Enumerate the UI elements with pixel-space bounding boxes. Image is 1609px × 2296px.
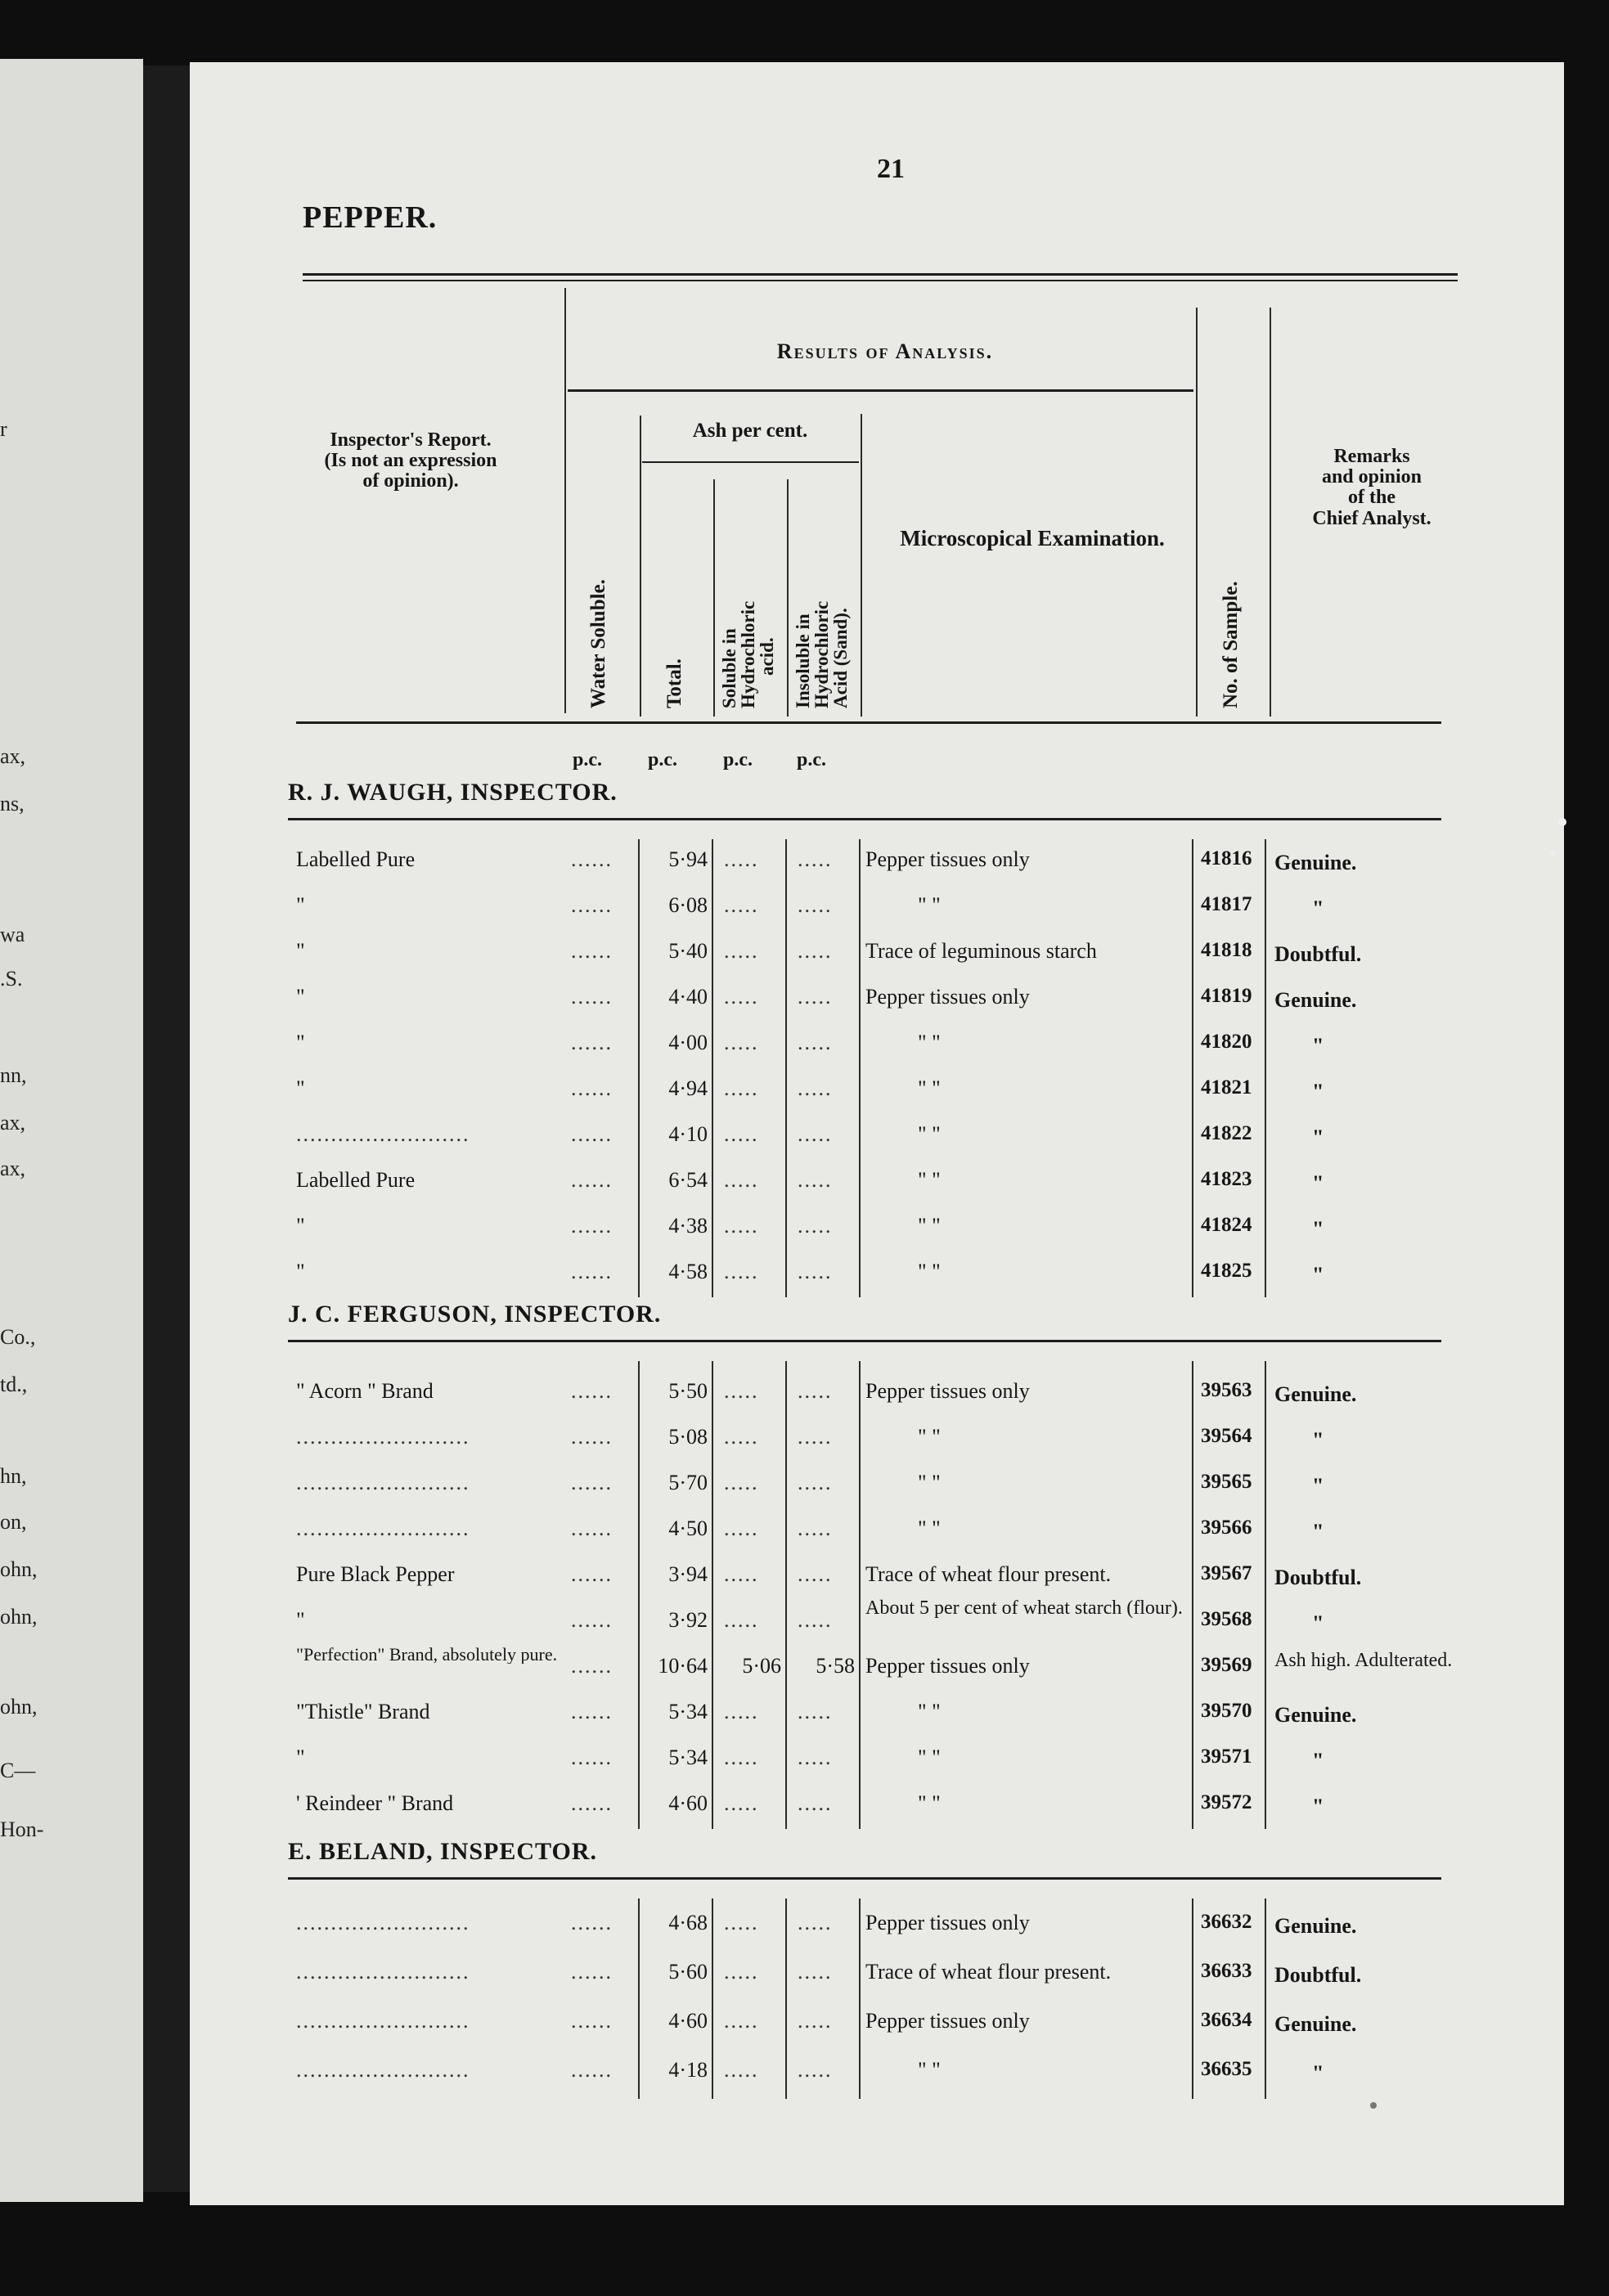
book-spine	[143, 65, 192, 2192]
leader-dots: .....	[724, 1960, 759, 1984]
left-page-fragment: ns,	[0, 792, 25, 816]
leader-dots: .....	[798, 1214, 833, 1238]
leader-dots: ......	[571, 1960, 613, 1984]
left-page-fragment: td.,	[0, 1373, 28, 1396]
leader-dots: ......	[571, 939, 613, 963]
leader-dots: .....	[724, 1791, 759, 1815]
inspector-report-cell: "	[296, 985, 305, 1009]
leader-dots: .........................	[296, 1425, 470, 1449]
ash-rule	[642, 461, 859, 463]
microscopical-cell: " "	[918, 1214, 941, 1238]
leader-dots: .....	[724, 1260, 759, 1283]
inspector-report-cell: "	[296, 1031, 305, 1054]
inspector-report-cell: "	[296, 939, 305, 963]
left-page-fragment: ax,	[0, 1111, 26, 1135]
inspector-heading: R. J. WAUGH, INSPECTOR.	[288, 779, 618, 806]
dust-speck	[1370, 2102, 1377, 2109]
microscopical-cell: Trace of wheat flour present.	[865, 1960, 1112, 1984]
leader-dots: ......	[571, 1168, 613, 1192]
ash-total-cell: 5·40	[668, 939, 708, 963]
ash-total-cell: 5·70	[668, 1471, 708, 1494]
results-rule	[568, 389, 1193, 392]
leader-dots: .....	[798, 1031, 833, 1054]
sample-number-cell: 41823	[1201, 1168, 1252, 1190]
sample-number-cell: 39568	[1201, 1608, 1252, 1630]
unit-total: p.c.	[648, 749, 677, 771]
ash-insoluble-cell: 5·58	[816, 1654, 855, 1678]
sample-number-cell: 41824	[1201, 1214, 1252, 1236]
remarks-cell: "	[1312, 896, 1324, 920]
remarks-header: Remarks and opinion of the Chief Analyst.	[1312, 446, 1431, 529]
page-number: 21	[877, 154, 905, 184]
leader-dots: .....	[798, 1911, 833, 1934]
inspector-report-cell: "	[296, 1076, 305, 1100]
column-divider	[1265, 1898, 1266, 2099]
inspector-report-cell: " Acorn " Brand	[296, 1379, 434, 1403]
leader-dots: .........................	[296, 1960, 470, 1984]
remarks-cell: Doubtful.	[1274, 1963, 1362, 1987]
leader-dots: ......	[571, 1425, 613, 1449]
sample-number-cell: 39565	[1201, 1471, 1252, 1493]
leader-dots: ......	[571, 893, 613, 917]
inspector-heading: J. C. FERGUSON, INSPECTOR.	[288, 1301, 662, 1328]
ash-total-cell: 4·58	[668, 1260, 708, 1283]
leader-dots: .....	[724, 1122, 759, 1146]
microscopical-cell: Pepper tissues only	[865, 847, 1030, 871]
leader-dots: ......	[571, 1471, 613, 1494]
left-page-fragment: hn,	[0, 1464, 27, 1488]
remarks-cell: Doubtful.	[1274, 942, 1362, 966]
microscopical-cell: " "	[918, 1168, 941, 1192]
top-rule	[303, 273, 1458, 276]
leader-dots: ......	[571, 1911, 613, 1934]
ash-total-cell: 4·68	[668, 1911, 708, 1934]
left-page-fragment: Hon-	[0, 1817, 44, 1841]
ash-total-cell: 4·00	[668, 1031, 708, 1054]
column-divider	[712, 839, 713, 1297]
header-divider	[564, 288, 566, 713]
leader-dots: .....	[798, 985, 833, 1009]
leader-dots: .....	[798, 1516, 833, 1540]
sample-number-cell: 36634	[1201, 2009, 1252, 2031]
leader-dots: .....	[798, 893, 833, 917]
total-header: Total.	[663, 658, 685, 708]
section-rule	[288, 1340, 1441, 1342]
left-page-fragment: ohn,	[0, 1605, 38, 1629]
dust-speck	[1558, 818, 1566, 826]
sample-number-cell: 41825	[1201, 1260, 1252, 1282]
remarks-cell: "	[1312, 1080, 1324, 1103]
microscopical-cell: Pepper tissues only	[865, 1911, 1030, 1934]
remarks-cell: "	[1312, 1795, 1324, 1818]
remarks-cell: Genuine.	[1274, 1703, 1357, 1727]
sample-number-cell: 39572	[1201, 1791, 1252, 1813]
ash-total-cell: 10·64	[658, 1654, 708, 1678]
column-divider	[1265, 1361, 1266, 1829]
remarks-cell: "	[1312, 1474, 1324, 1498]
remarks-cell: "	[1312, 1263, 1324, 1287]
leader-dots: .....	[724, 1608, 759, 1632]
header-divider	[713, 479, 715, 717]
ash-total-cell: 4·10	[668, 1122, 708, 1146]
leader-dots: .....	[724, 1076, 759, 1100]
ash-total-cell: 5·60	[668, 1960, 708, 1984]
ash-total-cell: 5·50	[668, 1379, 708, 1403]
header-divider	[861, 414, 862, 717]
sample-number-cell: 41819	[1201, 985, 1252, 1007]
sample-number-cell: 36633	[1201, 1960, 1252, 1982]
left-page-fragment: C—	[0, 1759, 36, 1782]
ash-total-cell: 4·50	[668, 1516, 708, 1540]
leader-dots: .........................	[296, 1516, 470, 1540]
microscopical-cell: Pepper tissues only	[865, 1654, 1030, 1678]
left-page-fragment: r	[0, 417, 7, 441]
leader-dots: .....	[724, 985, 759, 1009]
ash-total-cell: 4·60	[668, 1791, 708, 1815]
column-divider	[712, 1898, 713, 2099]
leader-dots: .........................	[296, 1911, 470, 1934]
leader-dots: ......	[571, 1516, 613, 1540]
inspector-report-cell: ' Reindeer " Brand	[296, 1791, 454, 1815]
remarks-cell: Genuine.	[1274, 988, 1357, 1012]
column-divider	[638, 1361, 640, 1829]
remarks-cell: "	[1312, 1611, 1324, 1635]
header-bottom-rule	[296, 721, 1441, 724]
remarks-cell: Genuine.	[1274, 851, 1357, 874]
leader-dots: .....	[724, 1911, 759, 1934]
remarks-cell: "	[1312, 2061, 1324, 2085]
leader-dots: ......	[571, 1654, 613, 1678]
microscopical-cell: Trace of wheat flour present.	[865, 1562, 1112, 1586]
top-rule-thin	[303, 280, 1458, 281]
leader-dots: .....	[724, 847, 759, 871]
inspector-report-cell: "	[296, 893, 305, 917]
leader-dots: .....	[798, 1260, 833, 1283]
results-of-analysis-header: Results of Analysis.	[776, 339, 994, 363]
leader-dots: ......	[571, 1260, 613, 1283]
ash-total-cell: 5·08	[668, 1425, 708, 1449]
ash-soluble-cell: 5·06	[742, 1654, 781, 1678]
remarks-cell: Doubtful.	[1274, 1566, 1362, 1589]
leader-dots: .....	[724, 1168, 759, 1192]
leader-dots: .....	[798, 1379, 833, 1403]
ash-total-cell: 5·34	[668, 1700, 708, 1723]
microscopical-cell: " "	[918, 1076, 941, 1100]
inspector-report-cell: "Thistle" Brand	[296, 1700, 430, 1723]
page	[190, 62, 1564, 2205]
inspector-report-header: Inspector's Report. (Is not an expression of opinion).	[324, 429, 497, 492]
leader-dots: .........................	[296, 2058, 470, 2082]
ash-total-cell: 6·08	[668, 893, 708, 917]
left-page-fragment: ax,	[0, 744, 26, 768]
microscopical-cell: " "	[918, 1471, 941, 1494]
leader-dots: ......	[571, 1746, 613, 1769]
leader-dots: .....	[798, 1791, 833, 1815]
left-page-fragment: nn,	[0, 1063, 27, 1087]
sample-number-cell: 41817	[1201, 893, 1252, 915]
left-page-fragment: wa	[0, 923, 25, 946]
leader-dots: .....	[798, 2058, 833, 2082]
inspector-report-cell: Labelled Pure	[296, 1168, 416, 1192]
column-divider	[1192, 839, 1193, 1297]
sample-number-cell: 39571	[1201, 1746, 1252, 1768]
leader-dots: .....	[724, 2058, 759, 2082]
inspector-report-cell: "Perfection" Brand, absolutely pure.	[296, 1646, 558, 1664]
leader-dots: .....	[798, 1471, 833, 1494]
ash-total-cell: 4·40	[668, 985, 708, 1009]
microscopical-cell: " "	[918, 1260, 941, 1283]
ash-per-cent-header: Ash per cent.	[692, 420, 808, 442]
unit-water: p.c.	[573, 749, 602, 771]
inspector-report-cell: "	[296, 1214, 305, 1238]
unit-insoluble: p.c.	[797, 749, 826, 771]
leader-dots: ......	[571, 1214, 613, 1238]
left-page-fragment: .S.	[0, 967, 23, 991]
column-divider	[859, 839, 861, 1297]
header-divider	[640, 416, 641, 717]
microscopical-cell: Pepper tissues only	[865, 985, 1030, 1009]
leader-dots: ......	[571, 1076, 613, 1100]
leader-dots: .........................	[296, 2009, 470, 2033]
leader-dots: .....	[798, 1562, 833, 1586]
left-page-fragment: ohn,	[0, 1695, 38, 1719]
ash-total-cell: 5·94	[668, 847, 708, 871]
sample-number-cell: 39563	[1201, 1379, 1252, 1401]
leader-dots: .....	[724, 1516, 759, 1540]
leader-dots: .....	[724, 1379, 759, 1403]
sample-number-cell: 39570	[1201, 1700, 1252, 1722]
remarks-cell: "	[1312, 1126, 1324, 1149]
header-divider	[787, 479, 789, 717]
leader-dots: ......	[571, 1031, 613, 1054]
microscopical-cell: " "	[918, 1700, 941, 1723]
leader-dots: .....	[798, 1960, 833, 1984]
leader-dots: .....	[798, 1076, 833, 1100]
sample-number-cell: 39564	[1201, 1425, 1252, 1447]
leader-dots: .....	[724, 2009, 759, 2033]
inspector-heading: E. BELAND, INSPECTOR.	[288, 1838, 598, 1865]
no-of-sample-header: No. of Sample.	[1220, 581, 1242, 708]
column-divider	[638, 839, 640, 1297]
ash-total-cell: 3·92	[668, 1608, 708, 1632]
leader-dots: .....	[798, 1122, 833, 1146]
remarks-cell: Genuine.	[1274, 1382, 1357, 1406]
leader-dots: .....	[798, 2009, 833, 2033]
leader-dots: ......	[571, 1791, 613, 1815]
leader-dots: .........................	[296, 1122, 470, 1146]
column-divider	[785, 1361, 787, 1829]
remarks-cell: Ash high. Adulterated.	[1274, 1650, 1453, 1671]
left-page-fragment: ax,	[0, 1157, 26, 1180]
leader-dots: .....	[724, 1214, 759, 1238]
leader-dots: ......	[571, 1608, 613, 1632]
sample-number-cell: 39569	[1201, 1654, 1252, 1676]
microscopical-cell: " "	[918, 1122, 941, 1146]
ash-total-cell: 4·60	[668, 2009, 708, 2033]
sample-number-cell: 39567	[1201, 1562, 1252, 1584]
leader-dots: .....	[724, 1031, 759, 1054]
microscopical-cell: About 5 per cent of wheat starch (flour).	[865, 1597, 1183, 1619]
microscopical-cell: " "	[918, 1425, 941, 1449]
sample-number-cell: 39566	[1201, 1516, 1252, 1539]
page-title: PEPPER.	[303, 200, 438, 235]
ash-total-cell: 6·54	[668, 1168, 708, 1192]
column-divider	[785, 1898, 787, 2099]
microscopical-cell: " "	[918, 1746, 941, 1769]
leader-dots: .....	[798, 847, 833, 871]
leader-dots: ......	[571, 1122, 613, 1146]
sample-number-cell: 41822	[1201, 1122, 1252, 1144]
leader-dots: .....	[798, 1168, 833, 1192]
left-page-fragment: ohn,	[0, 1557, 38, 1581]
leader-dots: .....	[798, 1700, 833, 1723]
leader-dots: ......	[571, 1562, 613, 1586]
header-divider	[1196, 308, 1198, 717]
leader-dots: .........................	[296, 1471, 470, 1494]
microscopical-cell: " "	[918, 2058, 941, 2082]
leader-dots: ......	[571, 1700, 613, 1723]
remarks-cell: "	[1312, 1520, 1324, 1543]
inspector-report-cell: Pure Black Pepper	[296, 1562, 455, 1586]
leader-dots: .....	[798, 1608, 833, 1632]
leader-dots: .....	[724, 1562, 759, 1586]
leader-dots: .....	[798, 939, 833, 963]
insoluble-hcl-header: Insoluble in Hydrochloric Acid (Sand).	[793, 600, 851, 708]
sample-number-cell: 36632	[1201, 1911, 1252, 1933]
column-divider	[785, 839, 787, 1297]
ash-total-cell: 4·38	[668, 1214, 708, 1238]
remarks-cell: Genuine.	[1274, 2012, 1357, 2036]
ash-total-cell: 3·94	[668, 1562, 708, 1586]
leader-dots: .....	[724, 1746, 759, 1769]
leader-dots: .....	[724, 1425, 759, 1449]
leader-dots: .....	[798, 1746, 833, 1769]
microscopical-header: Microscopical Examination.	[900, 526, 1165, 550]
column-divider	[859, 1898, 861, 2099]
unit-soluble: p.c.	[723, 749, 753, 771]
microscopical-cell: " "	[918, 1791, 941, 1815]
inspector-report-cell: "	[296, 1746, 305, 1769]
soluble-hcl-header: Soluble in Hydrochloric acid.	[719, 600, 777, 708]
ash-total-cell: 4·94	[668, 1076, 708, 1100]
remarks-cell: "	[1312, 1749, 1324, 1773]
microscopical-cell: " "	[918, 1031, 941, 1054]
ash-total-cell: 4·18	[668, 2058, 708, 2082]
column-divider	[1192, 1361, 1193, 1829]
microscopical-cell: Pepper tissues only	[865, 2009, 1030, 2033]
header-divider	[1270, 308, 1271, 717]
dust-speck	[1550, 851, 1555, 856]
remarks-cell: "	[1312, 1428, 1324, 1452]
remarks-cell: Genuine.	[1274, 1914, 1357, 1938]
microscopical-cell: " "	[918, 893, 941, 917]
left-page-fragment: on,	[0, 1510, 27, 1534]
inspector-report-cell: "	[296, 1608, 305, 1632]
microscopical-cell: Trace of leguminous starch	[865, 939, 1097, 963]
leader-dots: .....	[724, 1471, 759, 1494]
leader-dots: .....	[798, 1425, 833, 1449]
sample-number-cell: 41821	[1201, 1076, 1252, 1099]
ash-total-cell: 5·34	[668, 1746, 708, 1769]
leader-dots: ......	[571, 2009, 613, 2033]
sample-number-cell: 41816	[1201, 847, 1252, 869]
column-divider	[859, 1361, 861, 1829]
remarks-cell: "	[1312, 1217, 1324, 1241]
leader-dots: ......	[571, 985, 613, 1009]
microscopical-cell: " "	[918, 1516, 941, 1540]
section-rule	[288, 818, 1441, 820]
leader-dots: ......	[571, 2058, 613, 2082]
column-divider	[638, 1898, 640, 2099]
leader-dots: .....	[724, 1700, 759, 1723]
sample-number-cell: 36635	[1201, 2058, 1252, 2080]
section-rule	[288, 1877, 1441, 1880]
remarks-cell: "	[1312, 1034, 1324, 1058]
remarks-cell: "	[1312, 1171, 1324, 1195]
microscopical-cell: Pepper tissues only	[865, 1379, 1030, 1403]
column-divider	[712, 1361, 713, 1829]
leader-dots: .....	[724, 939, 759, 963]
inspector-report-cell: Labelled Pure	[296, 847, 416, 871]
leader-dots: ......	[571, 847, 613, 871]
sample-number-cell: 41820	[1201, 1031, 1252, 1053]
water-soluble-header: Water Soluble.	[587, 579, 609, 708]
leader-dots: .....	[724, 893, 759, 917]
sample-number-cell: 41818	[1201, 939, 1252, 961]
inspector-report-cell: "	[296, 1260, 305, 1283]
left-page-fragment: Co.,	[0, 1325, 36, 1349]
leader-dots: ......	[571, 1379, 613, 1403]
column-divider	[1265, 839, 1266, 1297]
